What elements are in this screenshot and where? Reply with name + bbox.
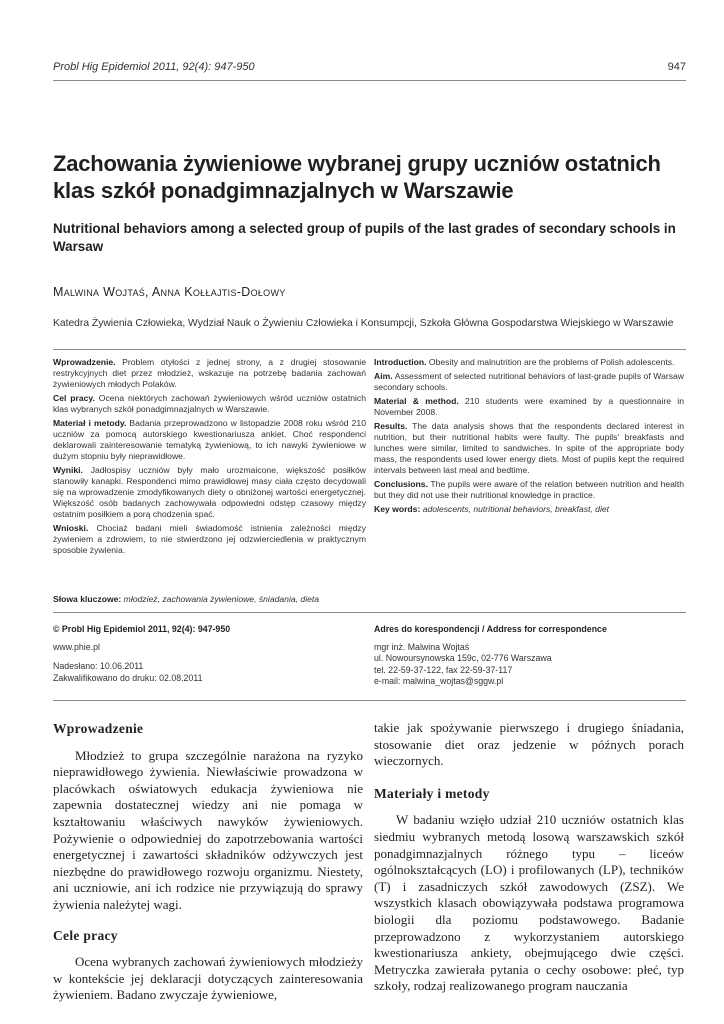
abstract-pl-results: Wyniki. Jadłospisy uczniów były mało urozmaicone, większość posiłków stanowiły kanapki. Respondenci mimo prawidłowej masy ciała często decydowali się na wprowadzenie zmodyfikowanych diety o obniżonej wartości energetycznej. Większość osób badanych zachowywała odpowiedni odstęp czasowy między ostatnim posiłkiem a porą chodzenia spać. [53, 465, 366, 519]
keywords-english: Key words: adolescents, nutritional behaviors, breakfast, diet [374, 504, 610, 514]
header-rule [53, 80, 686, 81]
correspondence-line: tel. 22-59-37-122, fax 22-59-37-117 [374, 664, 513, 675]
page-number: 947 [667, 61, 686, 73]
correspondence-info [374, 624, 684, 688]
paragraph-aim-continued: takie jak spożywanie pierwszego i drugiego śniadania, stosowanie diet oraz jedzenie w późnych porach wieczornych. [374, 720, 684, 769]
abstract-pl-methods: Materiał i metody. Badania przeprowadzono w listopadzie 2008 roku wśród 210 uczniów za pomocą autorskiego kwestionariusza ankiet. Choć respondenci deklarowali zainteresowanie tematyką żywieniową, to ich nawyki żywieniowe w dużym stopniu były nieprawidłowe. [53, 418, 366, 461]
title-english: Nutritional behaviors among a selected group of pupils of the last grades of secondary schools in Warsaw [53, 221, 676, 254]
copyright-line: © Probl Hig Epidemiol 2011, 92(4): 947-950 [53, 624, 231, 634]
authors: Malwina Wojtaś, Anna Kołłajtis-Dołowy [53, 285, 286, 299]
correspondence-line: ul. Nowoursynowska 159c, 02-776 Warszawa [374, 653, 552, 663]
correspondence-line: mgr inż. Malwina Wojtaś [374, 641, 470, 652]
abstract-en-conclusions: Conclusions. The pupils were aware of the relation between nutrition and health but they did not use their nutritional knowledge in practice. [374, 479, 684, 500]
abstract-top-rule [53, 349, 686, 350]
running-head: Probl Hig Epidemiol 2011, 92(4): 947-950 [53, 61, 255, 73]
abstract-pl-aim: Cel pracy. Ocena niektórych zachowań żywieniowych wśród uczniów ostatnich klas wybranych szkół ponadgimnazjalnych w Warszawie. [53, 393, 366, 414]
heading-methods: Materiały i metody [374, 785, 490, 801]
abstract-en-methods: Material & method. 210 students were examined by a questionnaire in November 2008. [374, 396, 684, 417]
abstract-en-results: Results. The data analysis shows that the respondents declared interest in nutrition, but their nutritional habits were faulty. The pupils' breakfasts and lunches were similar, limited to sandwiches. In spite of the appropriate body mass, the respondents used lower energy diets. Most of pupils kept the required intervals between last meal and bedtime. [374, 421, 684, 475]
abstract-bottom-rule [53, 612, 686, 613]
body-column-left [53, 713, 363, 1004]
paragraph-aim: Ocena wybranych zachowań żywieniowych młodzieży w kontekście jej deklaracji dotyczących zainteresowania żywieniem. Badano zwyczaje żywieniowe, [53, 954, 363, 1003]
website-link[interactable]: www.phie.pl [53, 641, 100, 652]
abstract-en-intro: Introduction. Obesity and malnutrition are the problems of Polish adolescents. [374, 357, 675, 367]
abstract-pl-intro: Wprowadzenie. Problem otyłości z jednej strony, a z drugiej stosowanie restrykcyjnych diet przez młodzież, wskazuje na potrzebę badania zachowań żywieniowych młodych Polaków. [53, 357, 366, 389]
affiliation: Katedra Żywienia Człowieka, Wydział Nauk o Żywieniu Człowieka i Konsumpcji, Szkoła Główna Gospodarstwa Wiejskiego w Warszawie [53, 318, 674, 329]
abstract-english [374, 357, 684, 518]
received-date: Nadesłano: 10.06.2011 [53, 661, 144, 671]
body-column-right [374, 720, 684, 995]
heading-aim: Cele pracy [53, 927, 118, 943]
heading-introduction: Wprowadzenie [53, 721, 144, 736]
accepted-date: Zakwalifikowano do druku: 02.08.2011 [53, 672, 203, 683]
keywords-polish: Słowa kluczowe: młodzież, zachowania żywieniowe, śniadania, dieta [53, 594, 320, 604]
abstract-en-aim: Aim. Assessment of selected nutritional behaviors of last-grade pupils of Warsaw secondary schools. [374, 371, 684, 392]
paragraph-introduction: Młodzież to grupa szczególnie narażona na ryzyko nieprawidłowego żywienia. Niewłaściwie prowadzona w placówkach oświatowych edukacja żywieniowa nie zapewnia dostatecznej wiedzy ani nie pomaga w kształtowaniu właściwych nawyków żywieniowych. Pożywienie o odpowiedniej do zapotrzebowania wartości energetycznej i zawartości składników odżywczych jest niezbędne do prawidłowego rozwoju organizmu. Niestety, ani uczniowie, ani ich rodzice nie przywiązują do sprawy żywienia należytej wagi. [53, 747, 363, 912]
correspondence-heading: Adres do korespondencji / Address for correspondence [374, 624, 607, 634]
abstract-polish [53, 357, 366, 559]
abstract-pl-conclusions: Wnioski. Chociaż badani mieli świadomość istnienia zależności między żywieniem a zdrowiem, to nie stwierdzono jej odzwierciedlenia w praktycznym sposobie żywienia. [53, 523, 366, 555]
correspondence-email[interactable]: e-mail: malwina_wojtas@sggw.pl [374, 676, 504, 686]
paragraph-methods: W badaniu wzięło udział 210 uczniów ostatnich klas siedmiu wybranych metodą losową warszawskich szkół ponadgimnazjalnych różnego typu – liceów ogólnokształcących (LO) i profilowanych (LP), techników (T) i zasadniczych szkół zawodowych (ZSZ). We wszystkich klasach obowiązywała podstawa programowa biologii dla poziomu podstawowego. Badanie przeprowadzono z wykorzystaniem autorskiego kwestionariusza ankiety, obejmującego dwie części. Metryczka zawierała pytania o cechy osobowe: płeć, typ szkoły, rodzaj realizowanego program nauczania [374, 812, 684, 994]
publication-info [53, 624, 353, 684]
title-polish: Zachowania żywieniowe wybranej grupy uczniów ostatnich klas szkół ponadgimnazjalnych w Warszawie [53, 151, 661, 203]
info-bottom-rule [53, 700, 686, 701]
